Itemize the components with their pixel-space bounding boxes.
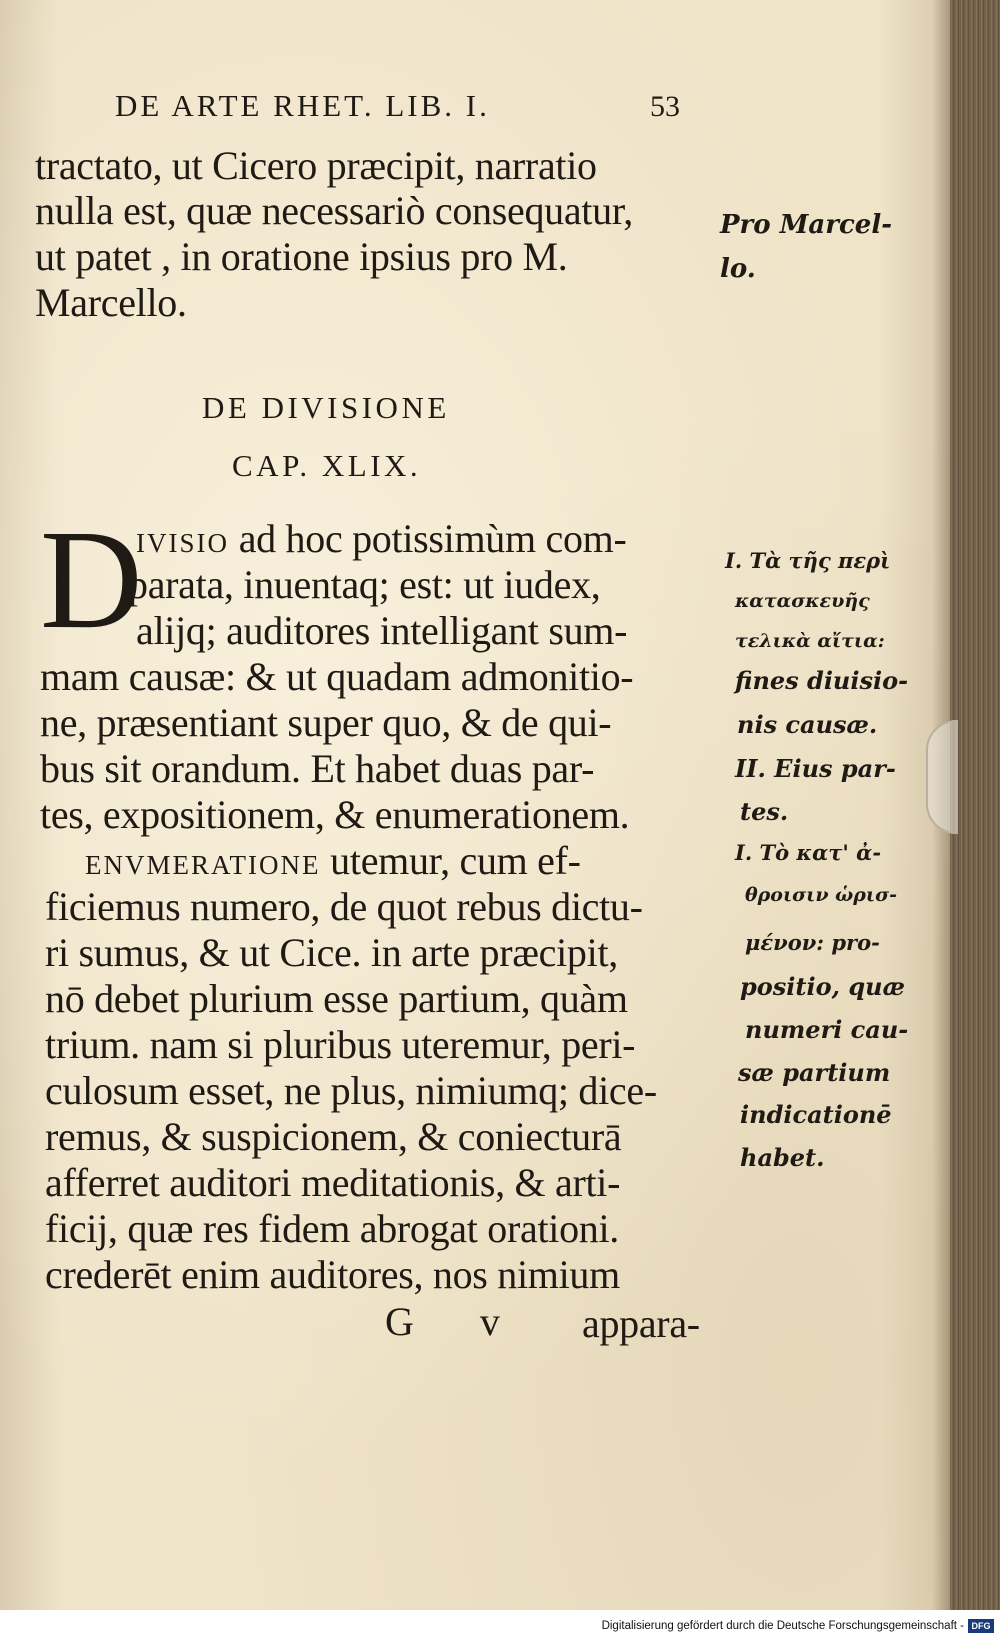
continuation-line: ut patet , in oratione ipsius pro M. (35, 234, 568, 279)
signature-mark: G v (385, 1299, 528, 1344)
margin-note: μένον: pro- (745, 930, 880, 955)
footer-bar (0, 1610, 1000, 1644)
text-line (136, 515, 627, 562)
line-text: ad hoc potissimùm com- (229, 516, 627, 561)
text-line: ficiemus numero, de quot rebus dictu- (45, 884, 643, 929)
text-line (85, 837, 581, 884)
continuation-line: tractato, ut Cicero præcipit, narratio (35, 143, 597, 188)
continuation-line: Marcello. (35, 280, 187, 325)
margin-note: τελικὰ αἴτια: (735, 630, 885, 652)
text-line: ne, præsentiant super quo, & de qui- (40, 700, 612, 745)
margin-note: indicationē (740, 1100, 892, 1129)
margin-note: numeri cau- (745, 1015, 909, 1044)
line-text: utemur, cum ef- (320, 838, 581, 883)
margin-note: fines diuisio- (735, 666, 909, 695)
margin-note: I. Τὸ κατ' ἀ- (735, 840, 882, 865)
catchword: appara- (582, 1301, 700, 1346)
margin-note: habet. (740, 1143, 825, 1172)
smallcaps-word: ENVMERATIONE (85, 850, 321, 880)
margin-note: κατασκευῆς (735, 590, 870, 612)
text-line: bus sit orandum. Et habet duas par- (40, 746, 595, 791)
margin-note: II. Eius par- (735, 754, 896, 783)
margin-note-pro-marcello: Pro Marcel- (720, 210, 893, 240)
smallcaps-word: IVISIO (136, 528, 229, 558)
continuation-line: nulla est, quæ necessariò consequatur, (35, 188, 633, 233)
margin-note: positio, quæ (740, 972, 905, 1001)
page-clip (926, 720, 958, 834)
margin-note: nis causæ. (737, 710, 878, 739)
text-line: ficij, quæ res fidem abrogat orationi. (45, 1206, 619, 1251)
chapter-number: CAP. XLIX. (232, 448, 422, 483)
text-line: remus, & suspicionem, & coniecturā (45, 1114, 622, 1159)
text-line: crederēt enim auditores, nos nimium (45, 1252, 620, 1297)
drop-cap: D (40, 500, 143, 658)
funding-notice: Digitalisierung gefördert durch die Deutsche Forschungsgemeinschaft - (601, 1620, 964, 1632)
running-head: DE ARTE RHET. LIB. I. (115, 88, 490, 123)
text-line: nō debet plurium esse partium, quàm (45, 976, 628, 1021)
text-line: tes, expositionem, & enumerationem. (40, 792, 630, 837)
dfg-logo: DFG (968, 1619, 994, 1633)
text-line: alijq; auditores intelligant sum- (136, 608, 628, 653)
margin-note: I. Τὰ τῆς περὶ (725, 548, 891, 573)
chapter-title: DE DIVISIONE (202, 390, 450, 425)
text-line: afferret auditori meditationis, & arti- (45, 1160, 621, 1205)
text-line: culosum esset, ne plus, nimiumq; dice- (45, 1068, 657, 1113)
text-line: ri sumus, & ut Cice. in arte præcipit, (45, 930, 618, 975)
margin-note-pro-marcello: lo. (720, 254, 756, 284)
margin-note: sæ partium (738, 1058, 891, 1087)
text-line: mam causæ: & ut quadam admonitio- (40, 654, 634, 699)
text-line: trium. nam si pluribus uteremur, peri- (45, 1022, 636, 1067)
margin-note: θροισιν ὡρισ- (745, 884, 897, 906)
margin-note: tes. (740, 797, 789, 826)
text-line: parata, inuentaq; est: ut iudex, (128, 562, 601, 607)
page-number: 53 (650, 90, 680, 123)
